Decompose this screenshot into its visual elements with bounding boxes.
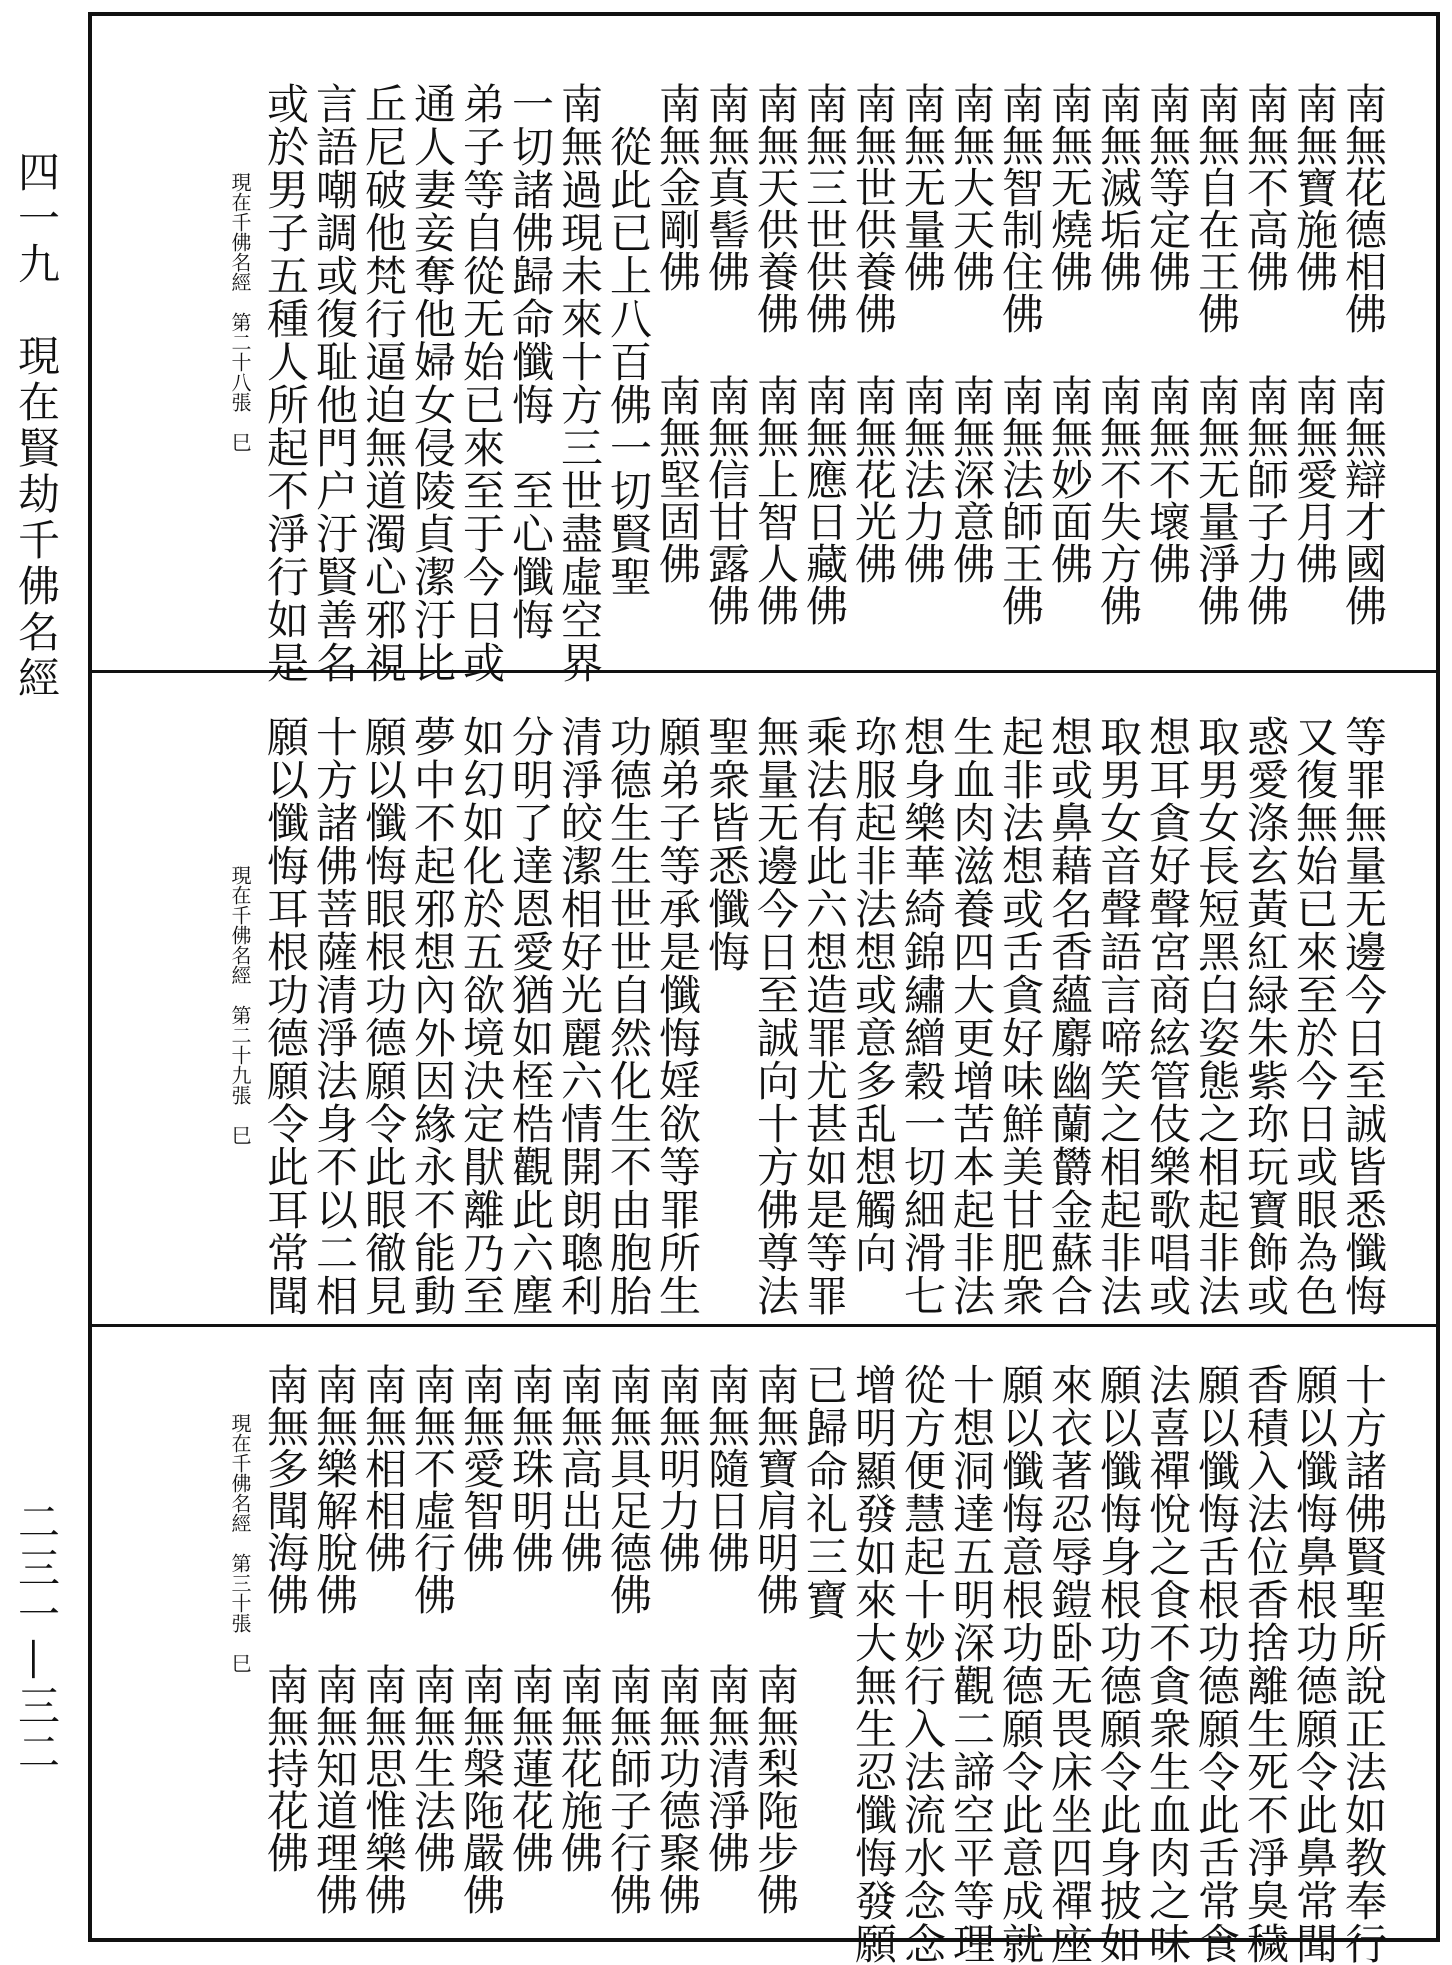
buddha-name-column [506,1363,555,1923]
buddha-name: 南無寶施佛 [1290,82,1339,292]
buddha-name-column [555,1363,604,1923]
text-column: 從此已上八百佛一切賢聖 [604,82,653,598]
buddha-name: 南無多聞海佛 [261,1363,310,1615]
text-column: 弟子等自從无始已來至于今日或 [457,82,506,684]
buddha-name-column [457,1363,506,1923]
buddha-name: 南無花施佛 [555,1663,604,1873]
buddha-name-column [751,1363,800,1923]
buddha-name-column [261,1363,310,1923]
text-column: 生血肉滋養四大更增苦本起非法 [947,715,996,1317]
text-column: 願以懺悔意根功德願令此意成就 [996,1363,1045,1965]
text-column: 又復無始已來至於今日或眼為色 [1290,715,1339,1317]
buddha-name: 南無世供養佛 [849,82,898,334]
sheet-label: 現在千佛名經 第三十張 巳 [228,1413,252,1673]
text-column: 等罪無量无邊今日至誠皆悉懺悔 [1339,715,1388,1317]
sheet-label: 現在千佛名經 第二十九張 巳 [228,865,252,1145]
buddha-name: 南無珠明佛 [506,1363,555,1573]
text-column: 功德生生世世自然化生不由胞胎 [604,715,653,1317]
buddha-name: 南無自在王佛 [1192,82,1241,334]
text-column: 一切諸佛歸命懺悔 至心懺悔 [506,82,555,641]
text-column: 南無過現未來十方三世盡虛空界 [555,82,604,684]
buddha-name: 南無妙面佛 [1045,374,1094,584]
text-column: 已歸命礼三寶 [800,1363,849,1621]
buddha-name: 南無法師王佛 [996,374,1045,626]
text-column: 願以懺悔耳根功德願令此耳常聞 [261,715,310,1317]
buddha-name-column [1290,82,1339,642]
buddha-name: 南無愛智佛 [457,1363,506,1573]
buddha-name: 南無三世供佛 [800,82,849,334]
scripture-sheet [88,12,1440,1965]
text-column: 聖衆皆悉懺悔 [702,715,751,973]
text-column: 取男女長短黑白姿態之相起非法 [1192,715,1241,1317]
buddha-name-column [1339,82,1388,642]
text-column: 十方諸佛賢聖所說正法如教奉行 [1339,1363,1388,1965]
buddha-name: 南無清淨佛 [702,1663,751,1873]
text-column: 願以懺悔鼻根功德願令此鼻常聞 [1290,1363,1339,1965]
text-column: 分明了達恩愛猶如桎梏觀此六塵 [506,715,555,1317]
buddha-name: 南無不高佛 [1241,82,1290,292]
text-column: 香積入法位香捨離生死不淨臭穢 [1241,1363,1290,1965]
buddha-name: 南無堅固佛 [653,374,702,584]
text-column: 乘法有此六想造罪尤甚如是等罪 [800,715,849,1317]
buddha-name-column [1241,82,1290,642]
buddha-name: 南無无量淨佛 [1192,374,1241,626]
buddha-name-column [702,1363,751,1923]
buddha-name-column [653,1363,702,1923]
buddha-name: 南無真髻佛 [702,82,751,292]
buddha-name: 南無功德聚佛 [653,1663,702,1915]
buddha-name: 南無信甘露佛 [702,374,751,626]
buddha-name: 南無梨陁步佛 [751,1663,800,1915]
text-column: 起非法想或舌貪好味鮮美甘肥衆 [996,715,1045,1317]
buddha-name: 南無辯才國佛 [1339,374,1388,626]
buddha-name: 南無愛月佛 [1290,374,1339,584]
text-column: 願以懺悔身根功德願令此身披如 [1094,1363,1143,1965]
buddha-name-column [359,1363,408,1923]
buddha-name-column [604,1363,653,1923]
panel-2 [92,670,1436,1324]
buddha-name: 南無不虛行佛 [408,1363,457,1615]
buddha-name-column [996,82,1045,642]
buddha-name: 南無隨日佛 [702,1363,751,1573]
text-column: 如幻如化於五欲境決定猒離乃至 [457,715,506,1317]
text-column: 言語嘲調或復耻他門户汙賢善名 [310,82,359,684]
text-column: 惑愛涤玄黃紅緑朱紫珎玩寶飾或 [1241,715,1290,1317]
buddha-name: 南無深意佛 [947,374,996,584]
text-column: 願弟子等承是懺悔婬欲等罪所生 [653,715,702,1317]
buddha-name: 南無高出佛 [555,1363,604,1573]
buddha-name: 南無金剛佛 [653,82,702,292]
text-column: 願以懺悔舌根功德願令此舌常食 [1192,1363,1241,1965]
text-column: 增明顯發如來大無生忍懺悔發願 [849,1363,898,1965]
buddha-name: 南無樂解脫佛 [310,1363,359,1615]
panel-3 [92,1324,1436,1965]
text-column: 來衣著忍辱鎧卧无畏床坐四禪座 [1045,1363,1094,1965]
buddha-name: 南無大天佛 [947,82,996,292]
text-column: 無量无邊今日至誠向十方佛尊法 [751,715,800,1317]
buddha-name: 南無不壞佛 [1143,374,1192,584]
buddha-name: 南無等定佛 [1143,82,1192,292]
text-column: 願以懺悔眼根功德願令此眼徹見 [359,715,408,1317]
buddha-name: 南無知道理佛 [310,1663,359,1915]
panel-1 [92,16,1436,684]
buddha-name-column [800,82,849,642]
margin-page-number: 二三一—三二 [12,1500,61,1776]
text-column: 取男女音聲語言啼笑之相起非法 [1094,715,1143,1317]
buddha-name: 南無蓮花佛 [506,1663,555,1873]
buddha-name: 南無寶肩明佛 [751,1363,800,1615]
buddha-name-column [1045,82,1094,642]
buddha-name: 南無智制住佛 [996,82,1045,334]
text-column: 十方諸佛菩薩清淨法身不以二相 [310,715,359,1317]
buddha-name-column [898,82,947,642]
text-column: 想耳貪好聲宮商絃管伎樂歌唱或 [1143,715,1192,1317]
buddha-name: 南無應日藏佛 [800,374,849,626]
buddha-name: 南無花德相佛 [1339,82,1388,334]
buddha-name-column [947,82,996,642]
buddha-name-column [702,82,751,642]
margin-title: 四一九 現在賢劫千佛名經 [12,150,61,702]
buddha-name: 南無上智人佛 [751,374,800,626]
buddha-name-column [1094,82,1143,642]
text-column: 十想洞達五明深觀二諦空平等理 [947,1363,996,1965]
buddha-name-column [408,1363,457,1923]
buddha-name: 南無滅垢佛 [1094,82,1143,292]
buddha-name: 南無法力佛 [898,374,947,584]
buddha-name-column [653,82,702,642]
buddha-name-column [1143,82,1192,642]
text-column: 想身樂華綺錦繡繒穀一切細滑七 [898,715,947,1317]
buddha-name: 南無天供養佛 [751,82,800,334]
buddha-name: 南無思惟樂佛 [359,1663,408,1915]
buddha-name-column [849,82,898,642]
text-column: 法喜禪悅之食不貪衆生血肉之味 [1143,1363,1192,1965]
buddha-name: 南無持花佛 [261,1663,310,1873]
text-column: 或於男子五種人所起不淨行如是 [261,82,310,684]
sheet-label: 現在千佛名經 第二十八張 巳 [228,172,252,452]
buddha-name: 南無槃陁嚴佛 [457,1663,506,1915]
buddha-name: 南無相相佛 [359,1363,408,1573]
buddha-name: 南無具足德佛 [604,1363,653,1615]
buddha-name: 南無无燒佛 [1045,82,1094,292]
text-column: 夢中不起邪想內外因緣永不能動 [408,715,457,1317]
buddha-name-column [310,1363,359,1923]
buddha-name: 南無明力佛 [653,1363,702,1573]
text-column: 丘尼破他梵行逼迫無道濁心邪視 [359,82,408,684]
buddha-name: 南無師子行佛 [604,1663,653,1915]
text-column: 清淨皎潔相好光麗六情開朗聰利 [555,715,604,1317]
buddha-name: 南無花光佛 [849,374,898,584]
text-column: 珎服起非法想或意多乱想觸向 [849,715,898,1274]
buddha-name: 南無生法佛 [408,1663,457,1873]
buddha-name: 南無師子力佛 [1241,374,1290,626]
buddha-name: 南無无量佛 [898,82,947,292]
text-column: 想或鼻藉名香蘊麝幽蘭欝金蘇合 [1045,715,1094,1317]
buddha-name: 南無不失方佛 [1094,374,1143,626]
text-column: 從方便慧起十妙行入法流水念念 [898,1363,947,1965]
text-column: 通人妻妾奪他婦女侵陵貞潔汙比 [408,82,457,684]
buddha-name-column [751,82,800,642]
buddha-name-column [1192,82,1241,642]
